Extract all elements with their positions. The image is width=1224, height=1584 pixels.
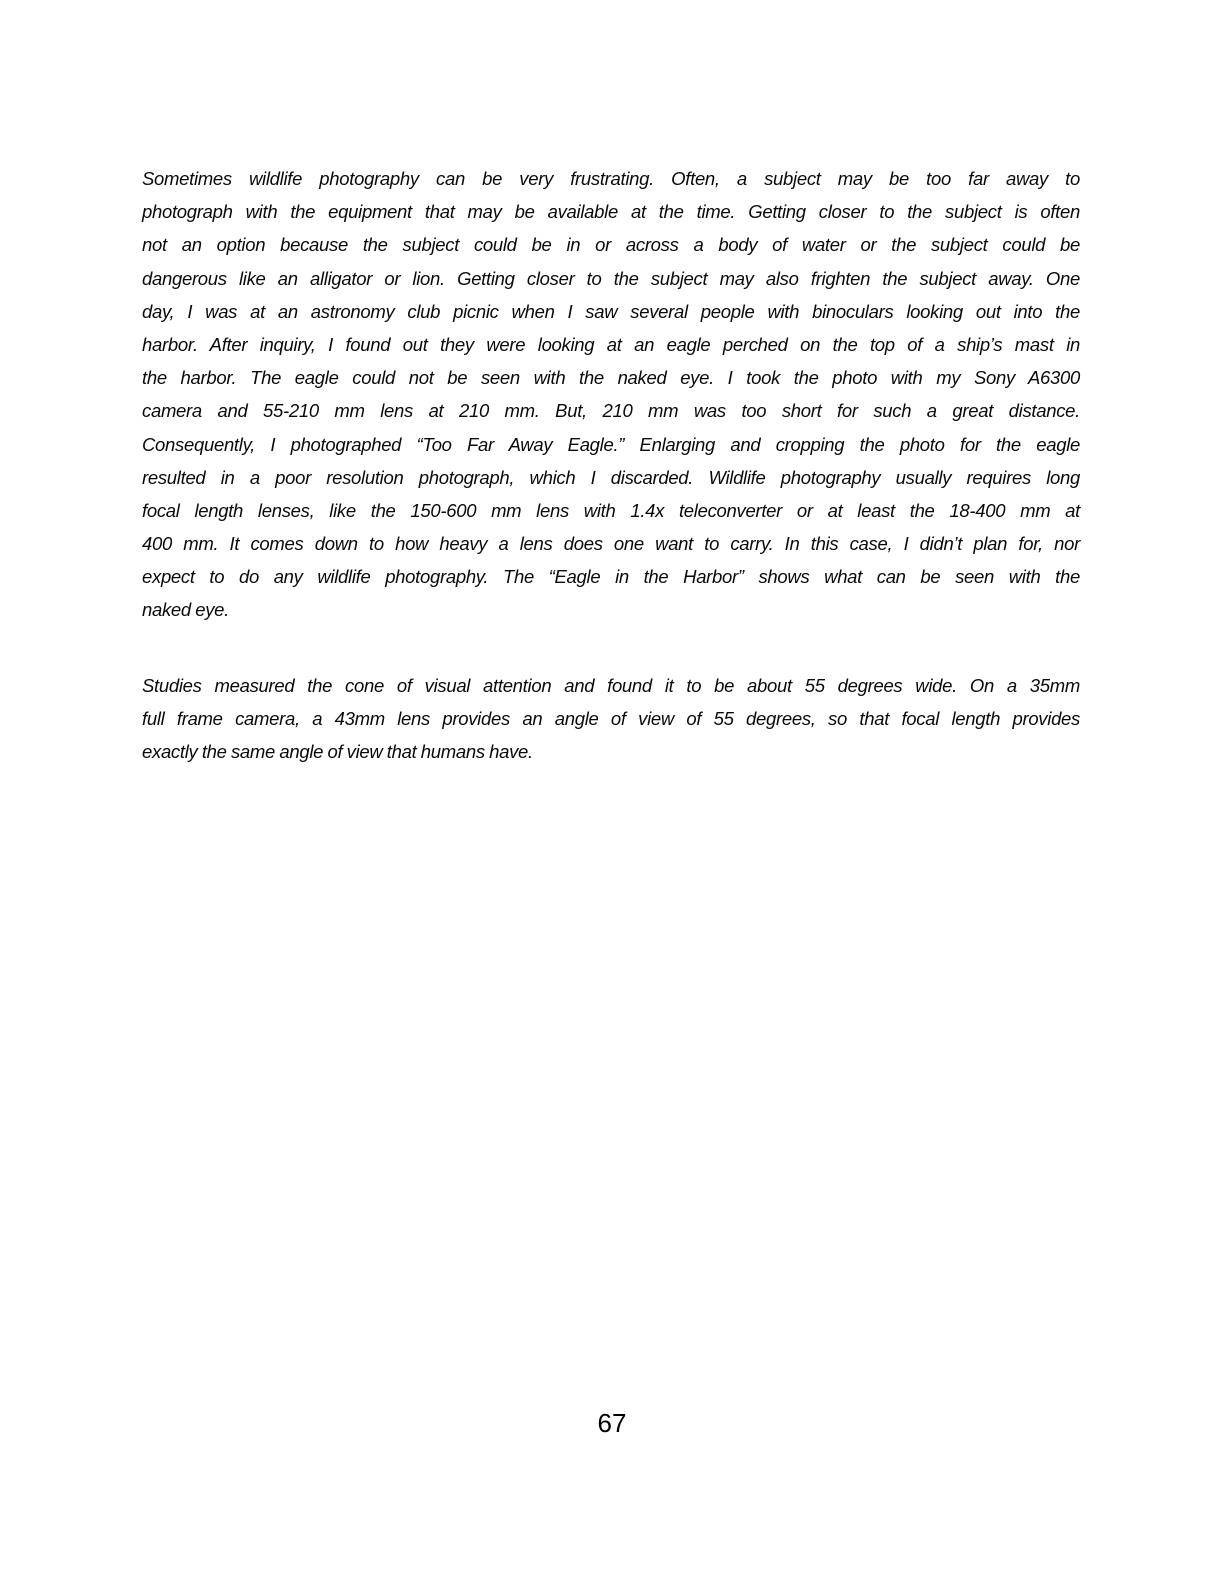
text-line: camera and 55-210 mm lens at 210 mm. But, 210 mm was too short for such a great distance. bbox=[142, 400, 1080, 422]
text-line: focal length lenses, like the 150-600 mm lens with 1.4x teleconverter or at least the 18-400 mm at bbox=[142, 499, 1080, 521]
text-line: resulted in a poor resolution photograph, which I discarded. Wildlife photography usually requires long bbox=[142, 466, 1080, 488]
text-line: the harbor. The eagle could not be seen with the naked eye. I took the photo with my Sony A6300 bbox=[142, 367, 1080, 389]
text-line: day, I was at an astronomy club picnic when I saw several people with binoculars looking out into the bbox=[142, 300, 1080, 322]
text-line: expect to do any wildlife photography. The “Eagle in the Harbor” shows what can be seen with the bbox=[142, 566, 1080, 588]
text-line: not an option because the subject could be in or across a body of water or the subject could be bbox=[142, 234, 1080, 256]
text-line: full frame camera, a 43mm lens provides an angle of view of 55 degrees, so that focal length provides bbox=[142, 707, 1080, 729]
text-line: exactly the same angle of view that humans have. bbox=[142, 741, 533, 762]
text-line: photograph with the equipment that may be available at the time. Getting closer to the subject is often bbox=[142, 201, 1080, 223]
text-line: Studies measured the cone of visual attention and found it to be about 55 degrees wide. On a 35mm bbox=[142, 674, 1080, 696]
text-line: harbor. After inquiry, I found out they were looking at an eagle perched on the top of a ship’s mast in bbox=[142, 333, 1080, 355]
text-line: dangerous like an alligator or lion. Getting closer to the subject may also frighten the subject away. One bbox=[142, 267, 1080, 289]
text-line: 400 mm. It comes down to how heavy a lens does one want to carry. In this case, I didn’t plan for, nor bbox=[142, 533, 1080, 555]
paragraph-wildlife-photography bbox=[142, 162, 1080, 627]
text-line: Consequently, I photographed “Too Far Away Eagle.” Enlarging and cropping the photo for the eagle bbox=[142, 433, 1080, 455]
body-text bbox=[142, 162, 1080, 768]
page-number: 67 bbox=[597, 1408, 627, 1438]
text-line: Sometimes wildlife photography can be very frustrating. Often, a subject may be too far away to bbox=[142, 168, 1080, 189]
paragraph-visual-attention bbox=[142, 669, 1080, 769]
text-line: naked eye. bbox=[142, 599, 230, 621]
